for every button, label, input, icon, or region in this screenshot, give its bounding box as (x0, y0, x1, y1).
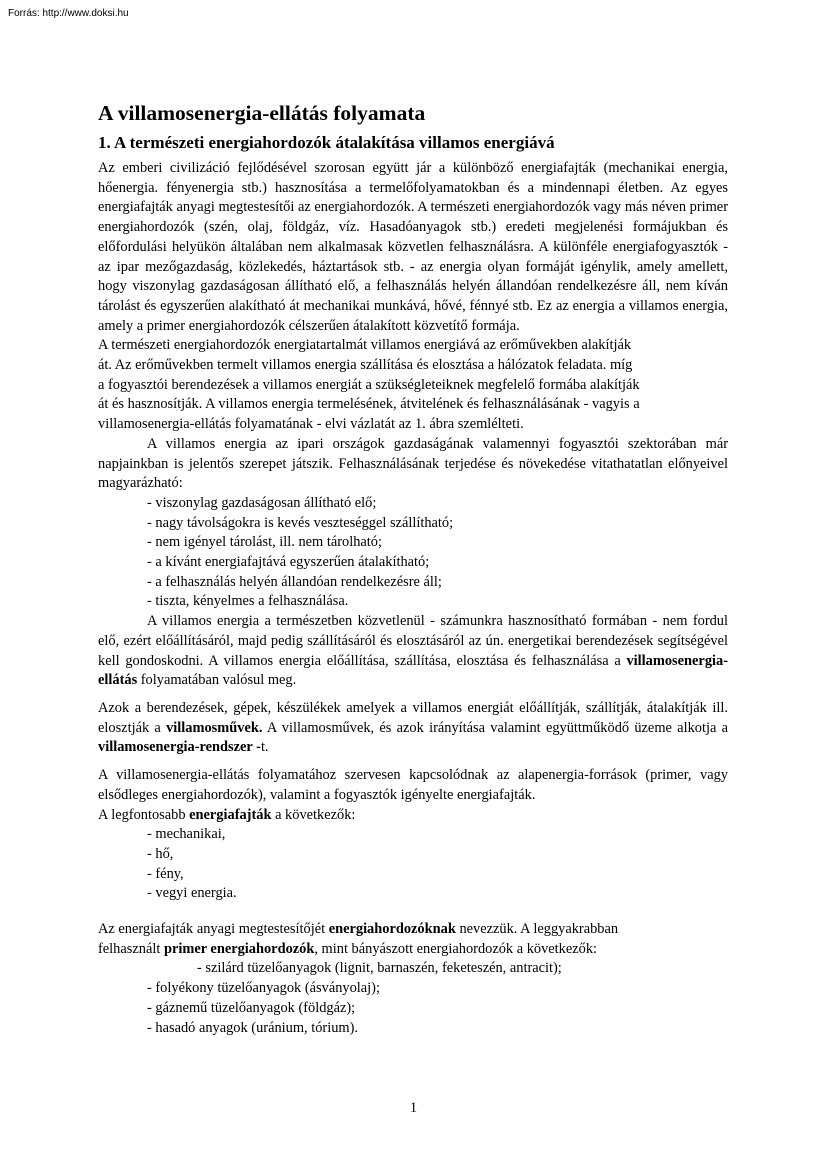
list-item: - hő, (147, 845, 174, 862)
list-item: - viszonylag gazdaságosan állítható elő; (147, 494, 377, 511)
list-item: - hasadó anyagok (uránium, tórium). (147, 1019, 359, 1036)
paragraph-power-plants: Azok a berendezések, gépek, készülékek amelyek a villamos energiát előállítják, szállítják, átalakítják ill. elosztják a villamosművek. A villamosművek, és azok irányítása valamint együttműködő üzeme alkotja a villamosenergia-rendszer -t. (98, 699, 729, 756)
list-item: - a felhasználás helyén állandóan rendelkezésre áll; (147, 573, 442, 590)
advantages-list (98, 494, 728, 612)
paragraph-energy-sources: A villamosenergia-ellátás folyamatához szervesen kapcsolódnak az alapenergia-források (primer, vagy elsődleges energiahordozók), valamint a fogyasztók igényelte energiafajták. (98, 767, 728, 803)
text-line: villamosenergia-ellátás folyamatának - elvi vázlatát az 1. ábra szemlélteti. (98, 416, 524, 433)
text-line: át és hasznosítják. A villamos energia termelésének, átvitelének és felhasználásának - vagyis a (98, 396, 640, 413)
page-number: 1 (409, 1100, 418, 1116)
list-item: - gáznemű tüzelőanyagok (földgáz); (147, 999, 356, 1016)
paragraph-advantages-intro: A villamos energia az ipari országok gazdaságának valamennyi fogyasztói szektorában már napjainkban is jelentős szerepet játszik. Felhasználásának terjedése és növekedése vitathatatlan előnyeivel magyarázható: (98, 435, 728, 492)
page-title: A villamosenergia-ellátás folyamata (98, 101, 426, 125)
paragraph-carriers-cont: felhasznált primer energiahordozók, mint bányászott energiahordozók a következők: (98, 940, 598, 957)
list-item: - szilárd tüzelőanyagok (lignit, barnaszén, feketeszén, antracit); (197, 960, 562, 977)
list-item: - tiszta, kényelmes a felhasználása. (147, 593, 349, 610)
list-item: - folyékony tüzelőanyagok (ásványolaj); (147, 980, 380, 997)
paragraph-carriers: Az energiafajták anyagi megtestesítőjét energiahordozóknak nevezzük. A leggyakrabban (98, 921, 619, 938)
paragraph-intro: Az emberi civilizáció fejlődésével szorosan együtt jár a különböző energiafajták (mechanikai energia, hőenergia. fényenergia stb.) hasznosítása a termelőfolyamatokban és a mindennapi életben. Az egyes energiafajták anyagi megtestesítői az energiahordozók. A természeti energiahordozók vagy más néven primer energiahordozók (szén, olaj, földgáz, víz. Hasadóanyagok stb.) eredeti megjelenési formájukban és előfordulási helyükön általában nem alkalmasak közvetlen felhasználásra. A különféle energiafogyasztók - az ipar mezőgazdaság, közlekedés, háztartások stb. - az energia olyan formáját igénylik, amely amellett, hogy viszonylag gazdaságosan állítható elő, a felhasználás helyén állandóan rendelkezésre áll, nem kíván tárolást és egyszerűen alakítható át mechanikai munkává, hővé, fénnyé stb. Ez az energia a villamos energia, amely a primer energiahordozók célszerűen átalakított közvetítő formája. (98, 160, 728, 334)
text-line: át. Az erőművekben termelt villamos energia szállítása és elosztása a hálózatok feladata. míg (98, 357, 633, 374)
list-item: - fény, (147, 865, 184, 882)
paragraph-energy-types: A legfontosabb energiafajták a következők: (98, 806, 356, 823)
list-item: - nem igényel tárolást, ill. nem tárolható; (147, 534, 382, 551)
source-url: Forrás: http://www.doksi.hu (8, 8, 129, 19)
document-page (98, 98, 728, 1038)
paragraph-supply-process: A villamos energia a természetben közvetlenül - számunkra hasznosítható formában - nem fordul elő, ezért előállításáról, majd pedig szállításáról és elosztásáról az ún. energetikai berendezések segítségével kell gondoskodni. A villamos energia előállítása, szállítása, elosztása és felhasználása a villamosenergia-ellátás folyamatában valósul meg. (98, 613, 728, 689)
paragraph-conversion (98, 336, 728, 435)
section-heading: 1. A természeti energiahordozók átalakítása villamos energiává (98, 133, 555, 152)
carriers-list (98, 959, 728, 1038)
list-item: - mechanikai, (147, 826, 226, 843)
text-line: A természeti energiahordozók energiatartalmát villamos energiává az erőművekben alakítják (98, 337, 632, 354)
list-item: - nagy távolságokra is kevés veszteséggel szállítható; (147, 514, 454, 531)
energy-types-list (98, 825, 728, 904)
text-line: a fogyasztói berendezések a villamos energiát a szükségleteiknek megfelelő formába alakítják (98, 376, 640, 393)
list-item: - a kívánt energiafajtává egyszerűen átalakítható; (147, 554, 430, 571)
list-item: - vegyi energia. (147, 885, 237, 902)
